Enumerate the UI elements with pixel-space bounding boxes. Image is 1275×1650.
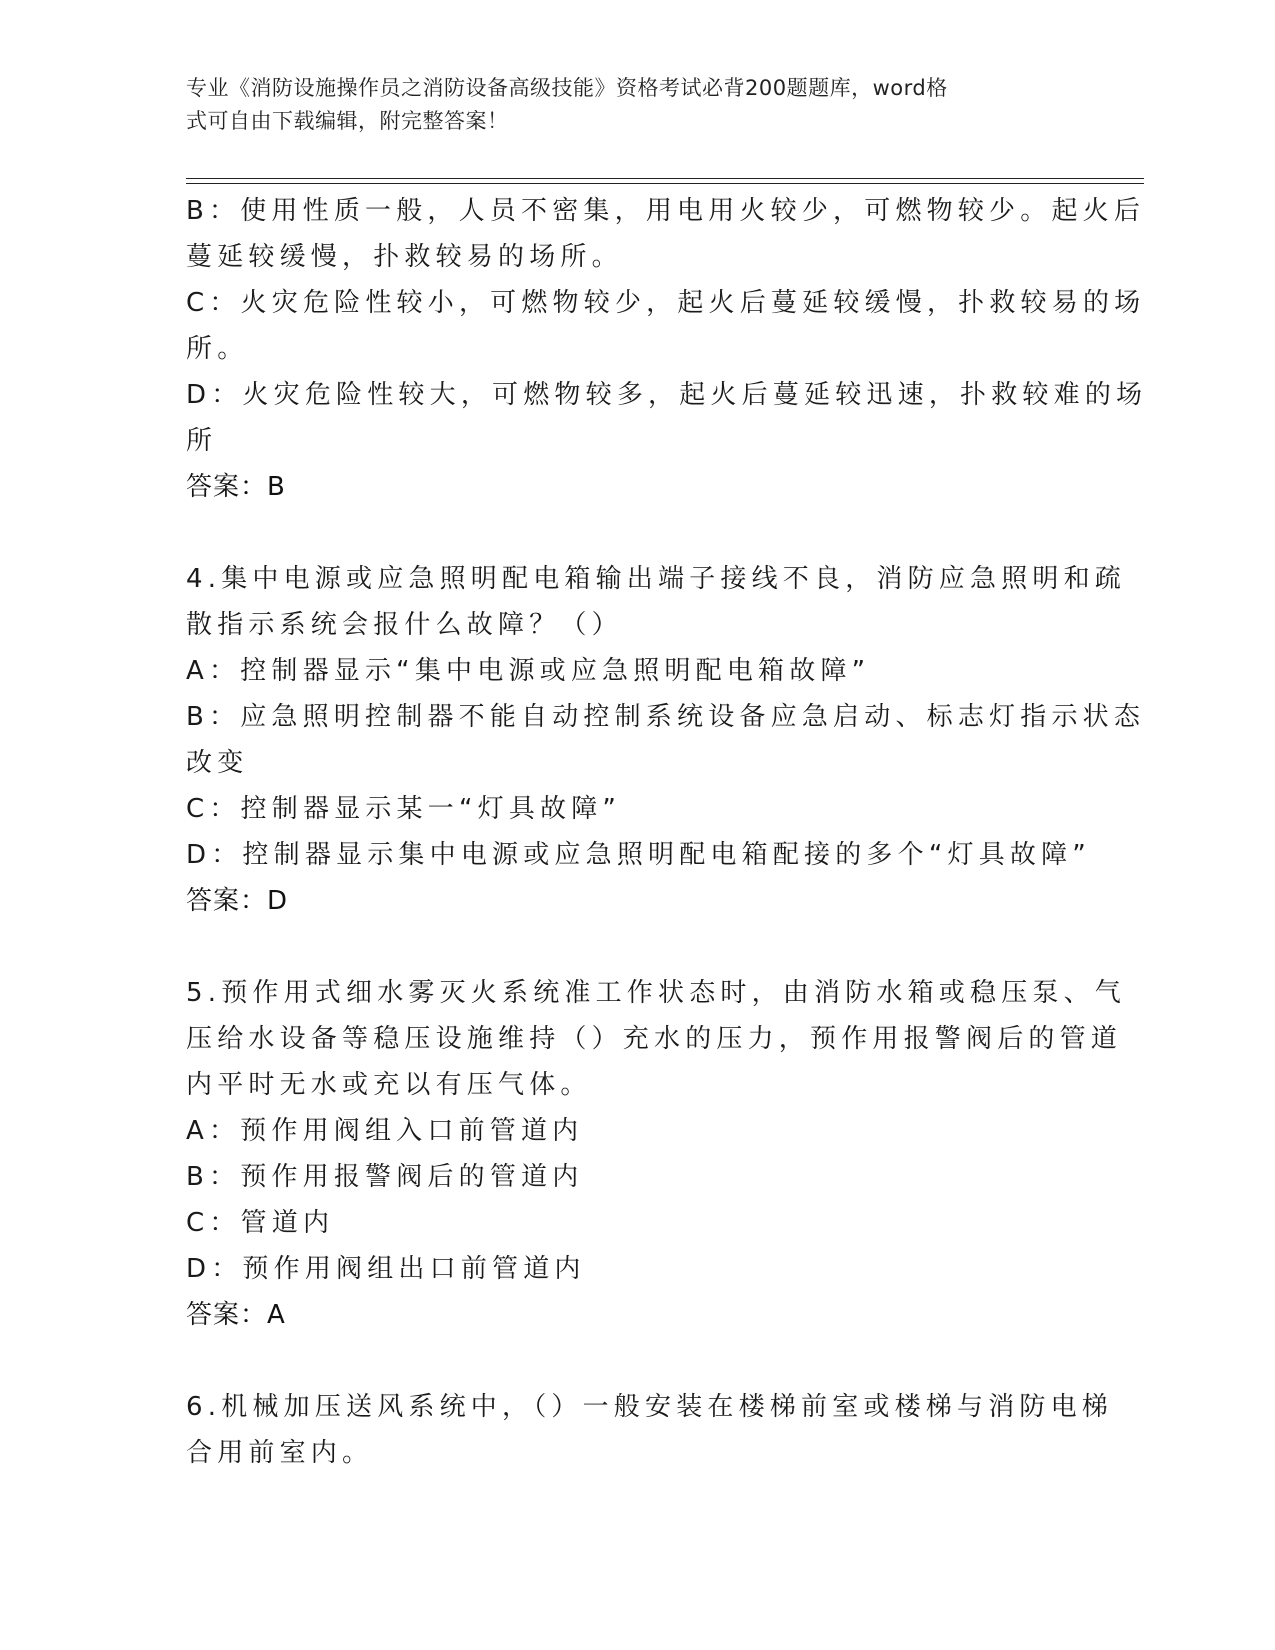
spacer [186,924,1086,970]
option-b: B：预作用报警阀后的管道内 [186,1162,584,1192]
question-4 [186,556,1146,924]
question-3-continued [186,188,1148,510]
option-b-line-2: 蔓延较缓慢，扑救较易的场所。 [186,242,623,272]
option-a: A：控制器显示“集中电源或应急照明配电箱故障” [186,656,871,686]
option-d-line-1: D：火灾危险性较大，可燃物较多，起火后蔓延较迅速，扑救较难的场 [186,380,1148,410]
header-line-2: 式可自由下载编辑，附完整答案！ [186,109,509,133]
answer-label: 答案：D [186,886,289,916]
option-d: D：控制器显示集中电源或应急照明配电箱配接的多个“灯具故障” [186,840,1091,870]
header-divider-top [186,178,1144,179]
spacer [186,510,1086,556]
question-stem-line-3: 内平时无水或充以有压气体。 [186,1070,592,1100]
option-b-line-2: 改变 [186,748,249,778]
option-d-line-2: 所 [186,426,218,456]
question-stem-line-1: 4.集中电源或应急照明配电箱输出端子接线不良，消防应急照明和疏 [186,564,1127,594]
option-c: C：管道内 [186,1208,335,1238]
question-list [186,188,1148,1476]
header-line-1: 专业《消防设施操作员之消防设备高级技能》资格考试必背200题题库，word格 [186,76,948,100]
option-c: C：控制器显示某一“灯具故障” [186,794,622,824]
question-stem-line-2: 压给水设备等稳压设施维持（）充水的压力，预作用报警阀后的管道 [186,1024,1123,1054]
question-6 [186,1384,1114,1476]
option-b-line-1: B：应急照明控制器不能自动控制系统设备应急启动、标志灯指示状态 [186,702,1146,732]
question-5 [186,970,1127,1338]
document-header [186,72,1086,138]
option-d: D：预作用阀组出口前管道内 [186,1254,586,1284]
question-stem-line-2: 散指示系统会报什么故障？（） [186,610,623,640]
header-divider-bottom [186,183,1144,184]
answer-label: 答案：A [186,1300,286,1330]
answer-label: 答案：B [186,472,286,502]
option-a: A：预作用阀组入口前管道内 [186,1116,584,1146]
option-c-line-2: 所。 [186,334,249,364]
option-c-line-1: C：火灾危险性较小，可燃物较少，起火后蔓延较缓慢，扑救较易的场 [186,288,1146,318]
question-stem-line-1: 6.机械加压送风系统中，（）一般安装在楼梯前室或楼梯与消防电梯 [186,1392,1114,1422]
option-b-line-1: B：使用性质一般，人员不密集，用电用火较少，可燃物较少。起火后 [186,196,1146,226]
spacer [186,1338,1086,1384]
question-stem-line-2: 合用前室内。 [186,1438,374,1468]
question-stem-line-1: 5.预作用式细水雾灭火系统准工作状态时，由消防水箱或稳压泵、气 [186,978,1127,1008]
